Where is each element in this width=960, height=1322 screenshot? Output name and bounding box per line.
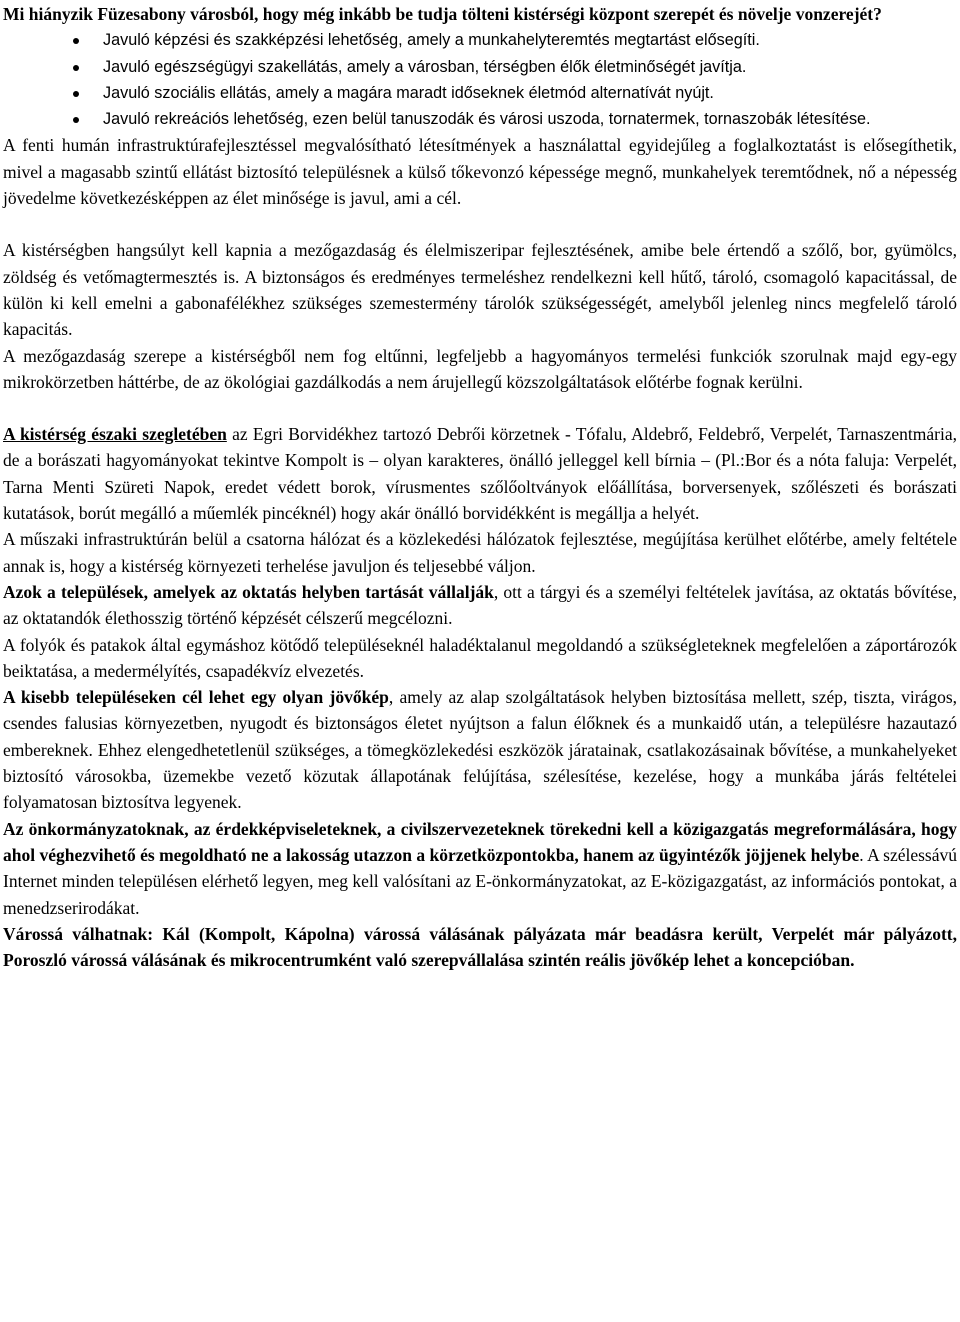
emphasis-lead: Az önkormányzatoknak, az érdekképviseleteknek, a civilszervezeteknek törekedni kell a közigazgatás megreformálására, hogy ahol véghezvihető és megoldható ne a lakosság utazzon a körzetközpontokba, hanem az ügyintézők jöjjenek helybe	[3, 818, 957, 865]
bullet-dot-icon	[73, 65, 79, 71]
paragraph-water-management: A folyók és patakok által egymáshoz kötődő településeknél haladéktalanul megoldandó a szükségleteknek megfelelően a záportározók beiktatása, a medermélyítés, csapadékvíz elvezetés.	[3, 634, 957, 681]
emphasis-lead: A kisebb településeken cél lehet egy olyan jövőkép	[3, 687, 389, 708]
emphasis-lead: A kistérség északi szegletében	[3, 424, 227, 445]
paragraph-agriculture-role: A mezőgazdaság szerepe a kistérségből nem fog eltűnni, legfeljebb a hagyományos termelési funkciók szorulnak majd egy-egy mikrokörzetben háttérbe, de az ökológiai gazdálkodás a nem árujellegű közszolgáltatások előtérbe fognak kerülni.	[3, 345, 957, 392]
bullet-dot-icon	[73, 91, 79, 97]
document-page	[3, 1, 957, 973]
bullet-item: Javuló egészségügyi szakellátás, amely a városban, térségben élők életminőségét javítja.	[3, 54, 957, 80]
paragraph-small-settlements: A kisebb településeken cél lehet egy olyan jövőkép, amely az alap szolgáltatások helyben biztosítása mellett, szép, tiszta, virágos, csendes falusias környezetben, nyugodt és biztonságos életet nyújtson a falun élőknek és a munkaidő után, a településre hazautazó embereknek. Ehhez elengedhetetlenül szükséges, a tömegközlekedési eszközök járatainak, csatlakozásainak bővítése, a munkahelyeket biztosító városokba, üzemekbe vezető közutak állapotának felújítása, szélesítése, kezelése, hogy a munkába járás feltételei folyamatosan biztosítva legyenek.	[3, 687, 958, 813]
paragraph-governance: Az önkormányzatoknak, az érdekképviseleteknek, a civilszervezeteknek törekedni kell a közigazgatás megreformálására, hogy ahol véghezvihető és megoldható ne a lakosság utazzon a körzetközpontokba, hanem az ügyintézők jöjjenek helybe. A szélessávú Internet minden településen elérhető legyen, meg kell valósítani az E-önkormányzatokat, az E-közigazgatást, az információs pontokat, a menedzserirodákat.	[3, 818, 957, 918]
bullet-dot-icon	[73, 38, 79, 44]
paragraph-city-status: Várossá válhatnak: Kál (Kompolt, Kápolna) várossá válásának pályázata már beadásra került, Verpelét már pályázott, Poroszló várossá válásának és mikrocentrumként való szerepvállalása szintén reális jövőkép lehet a koncepcióban.	[3, 923, 957, 971]
paragraph-technical-infrastructure: A műszaki infrastruktúrán belül a csatorna hálózat és a közlekedési hálózatok fejlesztése, megújítása kerülhet előtérbe, amely feltétele annak is, hogy a kistérség környezeti terhelése javuljon és teljesebbé váljon.	[3, 529, 957, 576]
paragraph-human-infrastructure: A fenti humán infrastruktúrafejlesztéssel megvalósítható létesítmények a használattal egyidejűleg a foglalkoztatást is elősegíthetik, mivel a magasabb szintű ellátást biztosító településnek a külső tőkevonzó képessége megnő, munkahelyek teremtődnek, nő a népesség jövedelme következésképpen az élet minősége is javul, ami a cél.	[3, 135, 957, 209]
paragraph-gap	[3, 395, 957, 421]
bullet-item: Javuló rekreációs lehetőség, ezen belül tanuszodák és városi uszoda, tornatermek, tornaszobák létesítése.	[3, 106, 957, 132]
bullet-dot-icon	[73, 117, 79, 123]
bullet-item: Javuló szociális ellátás, amely a magára maradt időseknek életmód alternatívát nyújt.	[3, 80, 957, 106]
bullet-item: Javuló képzési és szakképzési lehetőség, amely a munkahelyteremtés megtartást elősegíti.	[3, 27, 957, 53]
emphasis-lead: Azok a települések, amelyek az oktatás helyben tartását vállalják	[3, 581, 494, 602]
paragraph-education: Azok a települések, amelyek az oktatás helyben tartását vállalják, ott a tárgyi és a személyi feltételek javítása, az oktatás bővítése, az oktatandók élethosszig történő képzését célszerű megcélozni.	[3, 581, 957, 629]
paragraph-agriculture: A kistérségben hangsúlyt kell kapnia a mezőgazdaság és élelmiszeripar fejlesztésének, amibe bele értendő a szőlő, bor, gyümölcs, zöldség és vetőmagtermesztés is. A biztonságos és eredményes termeléshez rendelkezni kell hűtő, tároló, csomagoló kapacitással, de külön ki kell emelni a gabonafélékhez szükséges szemestermény tárolók szükségességét, amelyből jelenleg nincs megfelelő tároló kapacitás.	[3, 240, 957, 340]
section-question: Mi hiányzik Füzesabony városból, hogy még inkább be tudja tölteni kistérségi központ szerepét és növelje vonzerejét?	[3, 4, 882, 24]
paragraph-northern-area: A kistérség északi szegletében az Egri Borvidékhez tartozó Debrői körzetnek - Tófalu, Aldebrő, Feldebrő, Verpelét, Tarnaszentmária, de a borászati hagyományokat tekintve Kompolt is – olyan karakteres, önálló jelleggel kell bírnia – (Pl.:Bor és a nóta faluja: Verpelét, Tarna Menti Szüreti Napok, eredet védett borok, vírusmentes szőlőoltványok előállítása, borversenyek, szőlészeti és borászati kutatások, borút megálló a műemlék pincéknél) hogy akár önálló borvidékként is megállja a helyét.	[3, 424, 957, 524]
paragraph-gap	[3, 211, 957, 237]
bullet-list	[3, 27, 957, 132]
